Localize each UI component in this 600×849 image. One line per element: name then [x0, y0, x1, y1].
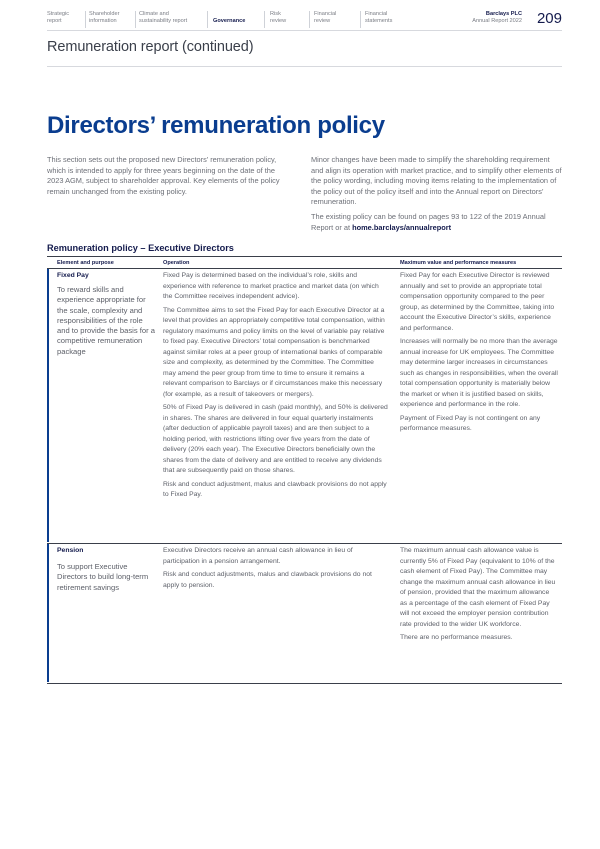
- nav-item-label: Financial: [365, 11, 388, 17]
- section-title: Remuneration report (continued): [47, 39, 254, 55]
- maximum-cell: [400, 546, 558, 647]
- row-divider: [47, 543, 562, 544]
- nav-item-sublabel: report: [47, 18, 62, 24]
- intro-paragraph-link: [311, 212, 563, 233]
- nav-divider: [360, 11, 361, 28]
- row-accent-bar: [47, 269, 49, 542]
- maximum-paragraph: There are no performance measures.: [400, 634, 513, 641]
- table-subheading: Remuneration policy – Executive Directors: [47, 243, 234, 253]
- intro-paragraph: This section sets out the proposed new Directors’ remuneration policy, which is intended to apply for three years beginning on the date of the 2023 AGM, subject to shareholder approval. Key elements of the policy remain unchanged from the existing policy.: [47, 155, 280, 196]
- nav-item-label: Financial: [314, 11, 337, 17]
- nav-divider: [264, 11, 265, 28]
- nav-item-sublabel: review: [314, 18, 331, 24]
- section-rule: [47, 66, 562, 67]
- row-divider: [47, 683, 562, 684]
- nav-item-financial-statements[interactable]: [365, 11, 392, 25]
- table-top-rule: [47, 256, 562, 257]
- report-brand: [472, 11, 522, 25]
- nav-item-label: Climate and: [139, 11, 169, 17]
- intro-paragraph: Minor changes have been made to simplify the shareholding requirement and align its operation with market practice, and to simplify other elements of the policy wording, including moving items relating to the implementation of the policy out of the policy itself and into the Annual report on Directors’ remuneration.: [311, 155, 562, 207]
- nav-item-climate-sustainability-report[interactable]: [139, 11, 187, 25]
- nav-item-label: Strategic: [47, 11, 70, 17]
- table-header-rule: [47, 268, 562, 269]
- nav-item-financial-review[interactable]: [314, 11, 336, 25]
- maximum-paragraph: The maximum annual cash allowance value is currently 5% of Fixed Pay (equivalent to 10% of the cash element of Fixed Pay). The Committee may change the maximum annual cash allowance in lieu of pension, provided that the maximum allowance as a percentage of the cash element of Fixed Pay will not exceed the employer pension contribution rate provided to the wider UK workforce.: [400, 547, 556, 628]
- nav-item-label: Shareholder: [89, 11, 120, 17]
- operation-paragraph: Fixed Pay is determined based on the individual’s role, skills and experience with reference to market practice and market data (on which the Committee receives independent advice).: [163, 272, 379, 300]
- nav-divider: [207, 11, 208, 28]
- nav-divider: [135, 11, 136, 28]
- operation-cell: [163, 271, 388, 504]
- nav-item-sublabel: sustainability report: [139, 18, 188, 24]
- operation-paragraph: Executive Directors receive an annual cash allowance in lieu of participation in a pension arrangement.: [163, 547, 353, 565]
- row-accent-bar: [47, 544, 49, 682]
- operation-paragraph: The Committee aims to set the Fixed Pay for each Executive Director at a level that provides an appropriately competitive total compensation, within regulatory maximums and policy limits on the level of variable pay relative to fixed pay. Executive Directors’ total compensation is benchmarked against similar roles at a peer group of international banks of comparable size and complexity, as determined by the Committee. The Committee may amend the peer group from time to time to ensure it remains a relevant comparison to Barclays or if circumstances make this necessary (for example, as a result of takeovers or mergers).: [163, 306, 385, 398]
- intro-text: The existing policy can be found on pages 93 to 122 of the 2019 Annual Report or at: [311, 211, 546, 232]
- maximum-cell: [400, 271, 558, 438]
- page-number: 209: [536, 10, 562, 27]
- element-purpose: To support Executive Directors to build long-term retirement savings: [57, 562, 149, 592]
- page-title: Directors’ remuneration policy: [47, 112, 385, 139]
- element-purpose: To reward skills and experience appropriate for the scale, complexity and responsibilities of the role and to provide the basis for a competitive remuneration package: [57, 285, 155, 356]
- operation-paragraph: 50% of Fixed Pay is delivered in cash (paid monthly), and 50% is delivered in shares. The shares are delivered in four equal quarterly instalments (after deduction of applicable payroll taxes) and are then subject to a holding period, with restrictions lifting over five years from the date of delivery (20% each year). The Executive Directors beneficially own the shares from the date of delivery and are entitled to receive any dividends that are subsequently paid on those shares.: [163, 404, 388, 474]
- column-header-element: Element and purpose: [57, 260, 114, 266]
- nav-item-sublabel: information: [89, 18, 117, 24]
- top-navigation: [47, 11, 562, 29]
- report-name: Annual Report 2022: [472, 18, 522, 24]
- operation-cell: [163, 546, 388, 594]
- intro-left-column: [47, 155, 290, 201]
- operation-paragraph: Risk and conduct adjustment, malus and clawback provisions do not apply to Fixed Pay.: [163, 480, 387, 498]
- annual-report-link[interactable]: home.barclays/annualreport: [352, 222, 452, 232]
- nav-item-sublabel: review: [270, 18, 287, 24]
- nav-item-shareholder-information[interactable]: [89, 11, 119, 25]
- brand-name: Barclays PLC: [485, 11, 522, 17]
- nav-divider: [85, 11, 86, 28]
- column-header-maximum: Maximum value and performance measures: [400, 260, 517, 266]
- header-rule: [47, 30, 562, 31]
- nav-item-strategic-report[interactable]: [47, 11, 69, 25]
- nav-item-sublabel: statements: [365, 18, 393, 24]
- maximum-paragraph: Payment of Fixed Pay is not contingent on any performance measures.: [400, 414, 541, 432]
- element-name: Fixed Pay: [57, 272, 89, 279]
- nav-item-risk-review[interactable]: [270, 11, 286, 25]
- maximum-paragraph: Increases will normally be no more than the average annual increase for UK employees. The Committee may determine larger increases in circumstances such as changes in responsibilities, when the overall total compensation opportunity is materially below the market or when it is justified based on skills, experience and performance in the role.: [400, 338, 558, 408]
- maximum-paragraph: Fixed Pay for each Executive Director is reviewed annually and set to provide an appropriate total compensation opportunity compared to the peer group, as determined by the Committee, taking into account the Executive Director’s skills, experience and performance.: [400, 272, 555, 332]
- column-header-operation: Operation: [163, 260, 190, 266]
- element-name: Pension: [57, 547, 84, 554]
- intro-right-column: [311, 155, 563, 237]
- nav-item-label: Risk: [270, 11, 281, 17]
- nav-item-label: Governance: [213, 18, 246, 24]
- operation-paragraph: Risk and conduct adjustments, malus and clawback provisions do not apply to pension.: [163, 571, 372, 589]
- nav-divider: [309, 11, 310, 28]
- nav-item-governance[interactable]: [213, 18, 245, 25]
